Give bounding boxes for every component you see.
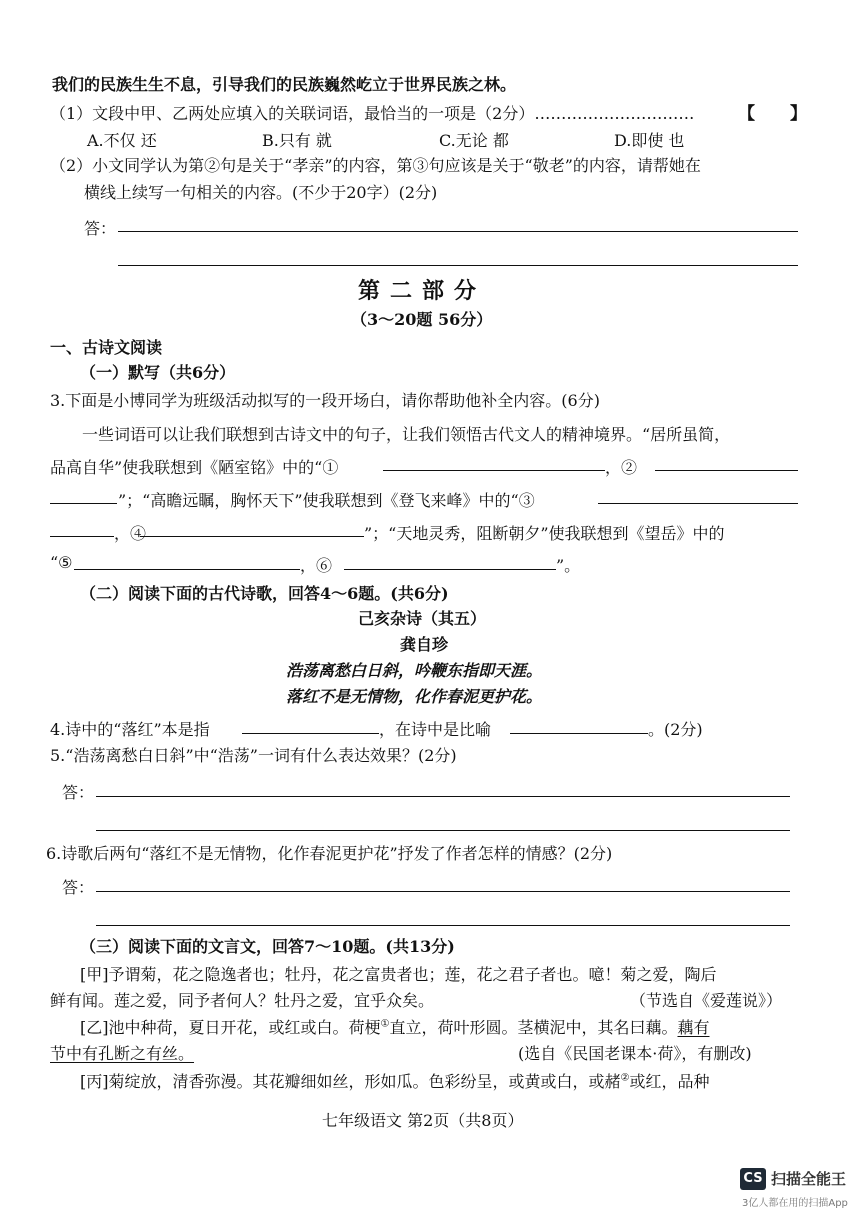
jia-line-1: [甲]予谓菊，花之隐逸者也；牡丹，花之富贵者也；莲，花之君子者也。噫！菊之爱，陶后 bbox=[80, 965, 717, 984]
q3-line2-text-a: 品高自华”使我联想到《陋室铭》中的“① bbox=[50, 458, 339, 477]
section1-sub3: （三）阅读下面的文言文，回答7～10题。(共13分) bbox=[80, 937, 455, 956]
q4-blank-1[interactable] bbox=[242, 733, 379, 734]
poem-author: 龚自珍 bbox=[400, 635, 449, 654]
q6-answer-line-2[interactable] bbox=[96, 925, 790, 926]
poem-line-1: 浩荡离愁白日斜，吟鞭东指即天涯。 bbox=[286, 661, 543, 680]
bing-line-1 bbox=[80, 1069, 709, 1092]
intro-line: 我们的民族生生不息，引导我们的民族巍然屹立于世界民族之林。 bbox=[52, 75, 517, 94]
q3-line1: 一些词语可以让我们联想到古诗文中的句子，让我们领悟古代文人的精神境界。“居所虽简， bbox=[82, 425, 731, 444]
q3-line5-text-a: “⑤ bbox=[50, 553, 73, 572]
q1-option-a: A.不仅 还 bbox=[87, 131, 157, 150]
q4-text-a: 4.诗中的“落红”本是指 bbox=[50, 720, 210, 739]
q3-line5-text-c: ”。 bbox=[556, 556, 581, 575]
page-footer: 七年级语文 第2页（共8页） bbox=[322, 1111, 524, 1130]
section1-heading: 一、古诗文阅读 bbox=[50, 338, 163, 357]
q6-answer-label: 答： bbox=[62, 878, 95, 897]
camscanner-logo-icon: CS bbox=[740, 1168, 766, 1190]
section1-sub1: （一）默写（共6分） bbox=[80, 363, 236, 382]
q5-answer-line-2[interactable] bbox=[96, 830, 790, 831]
q5-answer-label: 答： bbox=[62, 783, 95, 802]
q2-line1: （2）小文同学认为第②句是关于“孝亲”的内容，第③句应该是关于“敬老”的内容，请帮她在 bbox=[50, 156, 701, 175]
yi-line-1-a: [乙]池中种荷，夏日开花，或红或白。荷梗 bbox=[80, 1018, 381, 1037]
q1-bracket-open: 【 bbox=[738, 104, 755, 124]
bing-line-1-a: [丙]菊绽放，清香弥漫。其花瓣细如丝，形如瓜。色彩纷呈，或黄或白，或赭 bbox=[80, 1072, 621, 1091]
part2-range: （3～20题 56分） bbox=[351, 310, 493, 329]
q3-line4-text-b: ”；“天地灵秀，阻断朝夕”使我联想到《望岳》中的 bbox=[364, 524, 725, 543]
q1-option-d: D.即使 也 bbox=[614, 131, 685, 150]
yi-source: (选自《民国老课本·荷》，有删改) bbox=[518, 1044, 752, 1063]
yi-line-1-b: 直立，荷叶形圆。茎横泥中，其名曰藕。 bbox=[389, 1018, 678, 1037]
q3-blank-6[interactable] bbox=[344, 569, 556, 570]
jia-line-2: 鲜有闻。莲之爱，同予者何人？牡丹之爱，宜乎众矣。 bbox=[50, 991, 435, 1010]
q3-blank-3b[interactable] bbox=[50, 536, 114, 537]
yi-footnote-mark-1: ① bbox=[380, 1018, 390, 1030]
yi-line-1 bbox=[80, 1015, 710, 1038]
yi-underlined-start: 藕有 bbox=[677, 1018, 710, 1037]
q3-line3-text: ”；“高瞻远瞩，胸怀天下”使我联想到《登飞来峰》中的“③ bbox=[118, 491, 535, 510]
q3-line2-text-b: ，② bbox=[605, 458, 638, 477]
q4-blank-2[interactable] bbox=[510, 733, 648, 734]
q3-line5-text-b: ，⑥ bbox=[300, 556, 333, 575]
bing-footnote-mark-2: ② bbox=[620, 1072, 630, 1084]
q2-line2: 横线上续写一句相关的内容。(不少于20字）(2分) bbox=[84, 183, 438, 202]
q3-blank-2a[interactable] bbox=[655, 470, 798, 471]
bing-line-1-b: 或红，品种 bbox=[629, 1072, 710, 1091]
q2-answer-label: 答： bbox=[84, 219, 117, 238]
q5-stem: 5.“浩荡离愁白日斜”中“浩荡”一词有什么表达效果？(2分) bbox=[50, 746, 457, 765]
poem-title: 己亥杂诗（其五） bbox=[358, 609, 487, 628]
yi-line-2-underlined: 节中有孔断之有丝。 bbox=[50, 1044, 195, 1063]
q2-answer-line-2[interactable] bbox=[118, 265, 798, 266]
q1-option-c: C.无论 都 bbox=[439, 131, 509, 150]
q3-stem: 3.下面是小博同学为班级活动拟写的一段开场白，请你帮助他补全内容。(6分) bbox=[50, 391, 600, 410]
q3-blank-1[interactable] bbox=[383, 470, 605, 471]
q4-text-b: ，在诗中是比喻 bbox=[379, 720, 492, 739]
q3-line4-text-a: ，④ bbox=[114, 524, 147, 543]
q6-stem: 6.诗歌后两句“落红不是无情物，化作春泥更护花”抒发了作者怎样的情感？(2分) bbox=[46, 844, 613, 863]
q3-blank-5[interactable] bbox=[74, 569, 300, 570]
section1-sub2: （二）阅读下面的古代诗歌，回答4～6题。(共6分) bbox=[80, 584, 449, 603]
q4-text-c: 。(2分) bbox=[648, 720, 703, 739]
part2-title: 第二部分 bbox=[358, 278, 487, 304]
q5-answer-line-1[interactable] bbox=[96, 796, 790, 797]
q3-blank-2b[interactable] bbox=[50, 503, 117, 504]
q3-blank-3a[interactable] bbox=[598, 503, 798, 504]
q1-bracket-close: 】 bbox=[790, 104, 807, 124]
q6-answer-line-1[interactable] bbox=[96, 891, 790, 892]
q2-answer-line-1[interactable] bbox=[118, 231, 798, 232]
q3-blank-4[interactable] bbox=[140, 536, 364, 537]
q1-stem: （1）文段中甲、乙两处应填入的关联词语，最恰当的一项是（2分）………………………… bbox=[50, 104, 695, 123]
jia-source: （节选自《爱莲说》） bbox=[630, 991, 783, 1010]
scanner-app-name: 扫描全能王 bbox=[771, 1170, 847, 1188]
poem-line-2: 落红不是无情物，化作春泥更护花。 bbox=[286, 687, 543, 706]
scanner-tagline: 3亿人都在用的扫描App bbox=[742, 1198, 848, 1209]
q1-option-b: B.只有 就 bbox=[262, 131, 332, 150]
